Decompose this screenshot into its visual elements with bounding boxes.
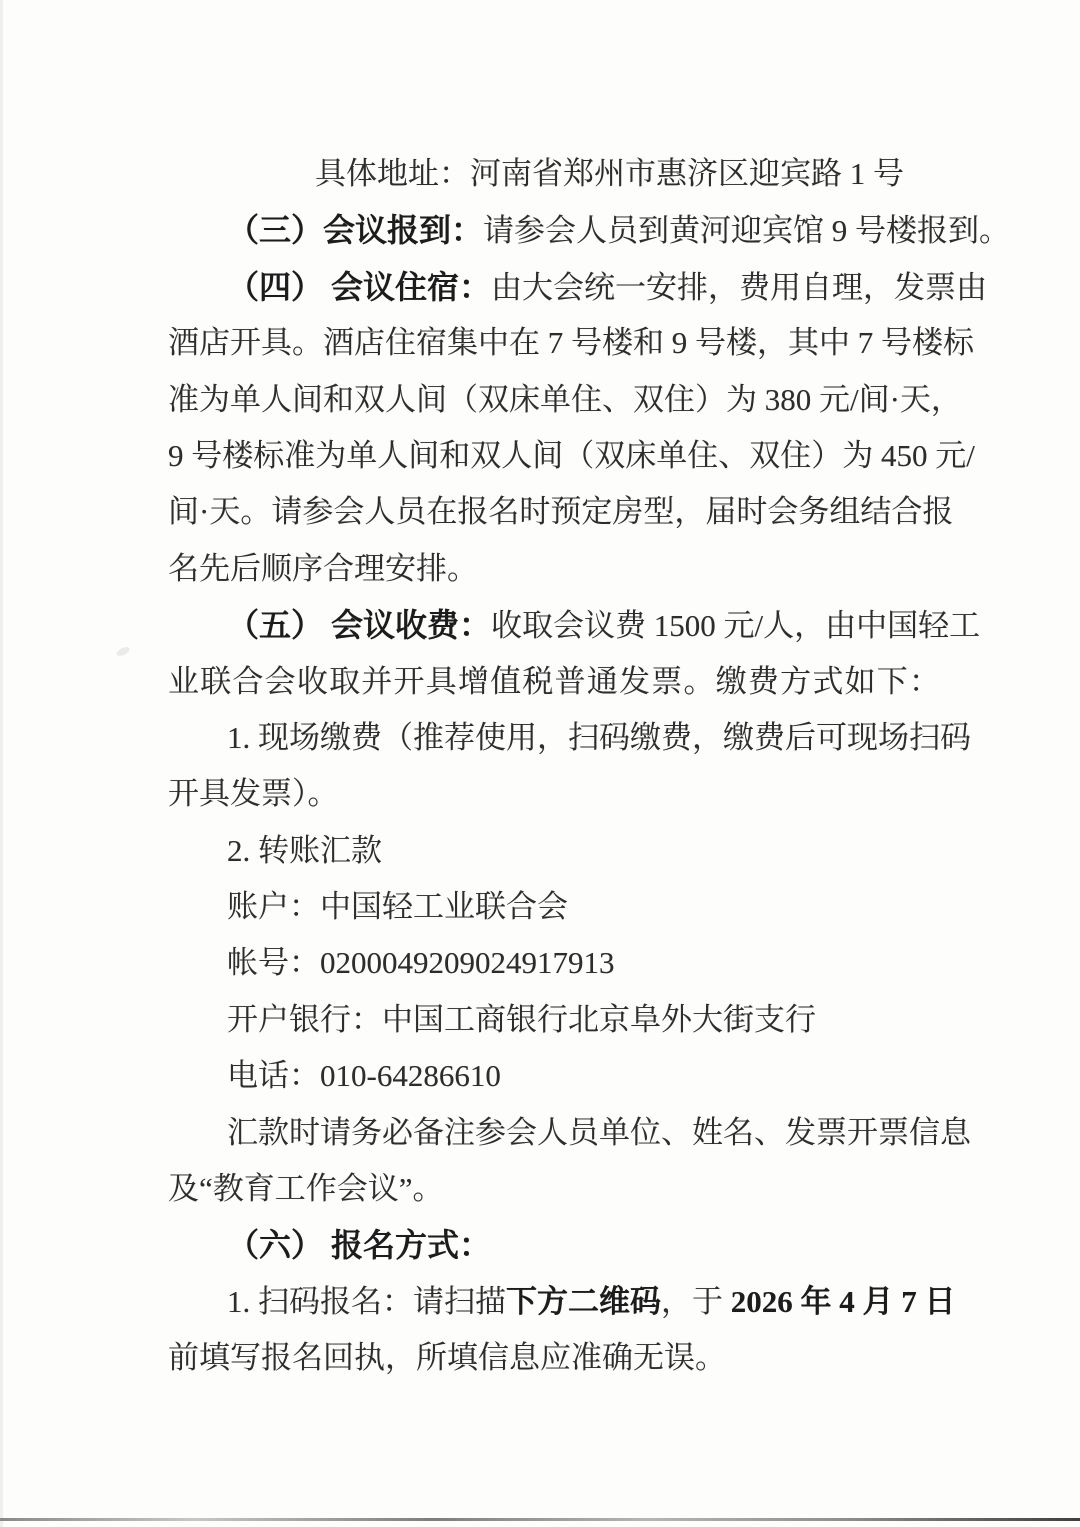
scan-register-cont: 前填写报名回执，所填信息应准确无误。 bbox=[168, 1340, 726, 1376]
line-bank bbox=[168, 992, 940, 1048]
doc-line bbox=[168, 372, 962, 428]
section-4-label: （四） 会议住宿： bbox=[227, 268, 492, 305]
lodging-order-text: 名先后顺序合理安排。 bbox=[168, 550, 478, 586]
lodging-price-450: 9 号楼标准为单人间和双人间（双床单住、双住）为 450 元/ bbox=[168, 437, 975, 473]
doc-line bbox=[168, 541, 940, 597]
doc-line bbox=[168, 428, 975, 484]
line-sec3-checkin bbox=[168, 202, 1011, 258]
section-3-text: 请参会人员到黄河迎宾馆 9 号楼报到。 bbox=[483, 213, 1011, 249]
transfer-label: 2. 转账汇款 bbox=[227, 832, 382, 868]
doc-line bbox=[168, 766, 940, 822]
line-remit-note bbox=[168, 1105, 971, 1161]
bank-text: 开户银行：中国工商银行北京阜外大街支行 bbox=[227, 1001, 816, 1037]
remit-note-cont: 及“教育工作会议”。 bbox=[168, 1171, 444, 1207]
phone-text: 电话：010-64286610 bbox=[227, 1058, 501, 1094]
account-number-text: 帐号：0200049209024917913 bbox=[227, 945, 615, 981]
doc-line bbox=[168, 654, 940, 710]
section-4-text: 由大会统一安排，费用自理，发票由 bbox=[491, 269, 988, 305]
document-body bbox=[168, 146, 1011, 1387]
address-text: 具体地址：河南省郑州市惠济区迎宾路 1 号 bbox=[315, 156, 904, 191]
lodging-booking-text: 间·天。请参会人员在报名时预定房型，届时会务组结合报 bbox=[168, 494, 954, 530]
qr-code-mention: 下方二维码 bbox=[506, 1283, 661, 1319]
account-name-text: 账户：中国轻工业联合会 bbox=[227, 889, 568, 925]
line-sec5-fees bbox=[168, 597, 981, 653]
scan-smudge-artifact bbox=[115, 645, 131, 657]
fees-invoice-text: 业联合会收取并开具增值税普通发票。缴费方式如下： bbox=[168, 663, 940, 699]
doc-line bbox=[168, 1330, 940, 1386]
doc-line bbox=[168, 315, 974, 371]
scan-bottom-edge bbox=[0, 1518, 1080, 1521]
line-phone bbox=[168, 1048, 940, 1104]
scan-register-mid: ，于 bbox=[661, 1283, 731, 1319]
line-transfer bbox=[168, 823, 940, 879]
doc-line bbox=[168, 484, 954, 540]
section-5-text: 收取会议费 1500 元/人，由中国轻工 bbox=[491, 608, 981, 644]
section-5-label: （五） 会议收费： bbox=[227, 607, 492, 644]
section-6-label: （六） 报名方式： bbox=[227, 1227, 492, 1264]
scan-register-pre: 1. 扫码报名：请扫描 bbox=[227, 1283, 506, 1319]
line-address bbox=[168, 146, 940, 202]
remit-note-text: 汇款时请务必备注参会人员单位、姓名、发票开票信息 bbox=[227, 1114, 971, 1150]
doc-line bbox=[168, 1161, 940, 1217]
line-sec6-registration bbox=[168, 1217, 940, 1273]
line-onsite-payment bbox=[168, 710, 971, 766]
line-account-name bbox=[168, 879, 940, 935]
onsite-payment-cont: 开具发票）。 bbox=[168, 776, 339, 812]
deadline-date: 2026 年 4 月 7 日 bbox=[730, 1283, 956, 1319]
line-scan-register bbox=[168, 1274, 956, 1330]
lodging-text: 酒店开具。酒店住宿集中在 7 号楼和 9 号楼，其中 7 号楼标 bbox=[168, 325, 974, 361]
section-3-label: （三）会议报到： bbox=[227, 212, 484, 249]
line-sec4-lodging bbox=[168, 259, 988, 315]
line-account-number bbox=[168, 935, 940, 991]
onsite-payment-text: 1. 现场缴费（推荐使用，扫码缴费，缴费后可现场扫码 bbox=[227, 719, 971, 755]
scan-left-edge bbox=[0, 0, 3, 1527]
lodging-price-380: 准为单人间和双人间（双床单住、双住）为 380 元/间·天， bbox=[168, 381, 962, 417]
